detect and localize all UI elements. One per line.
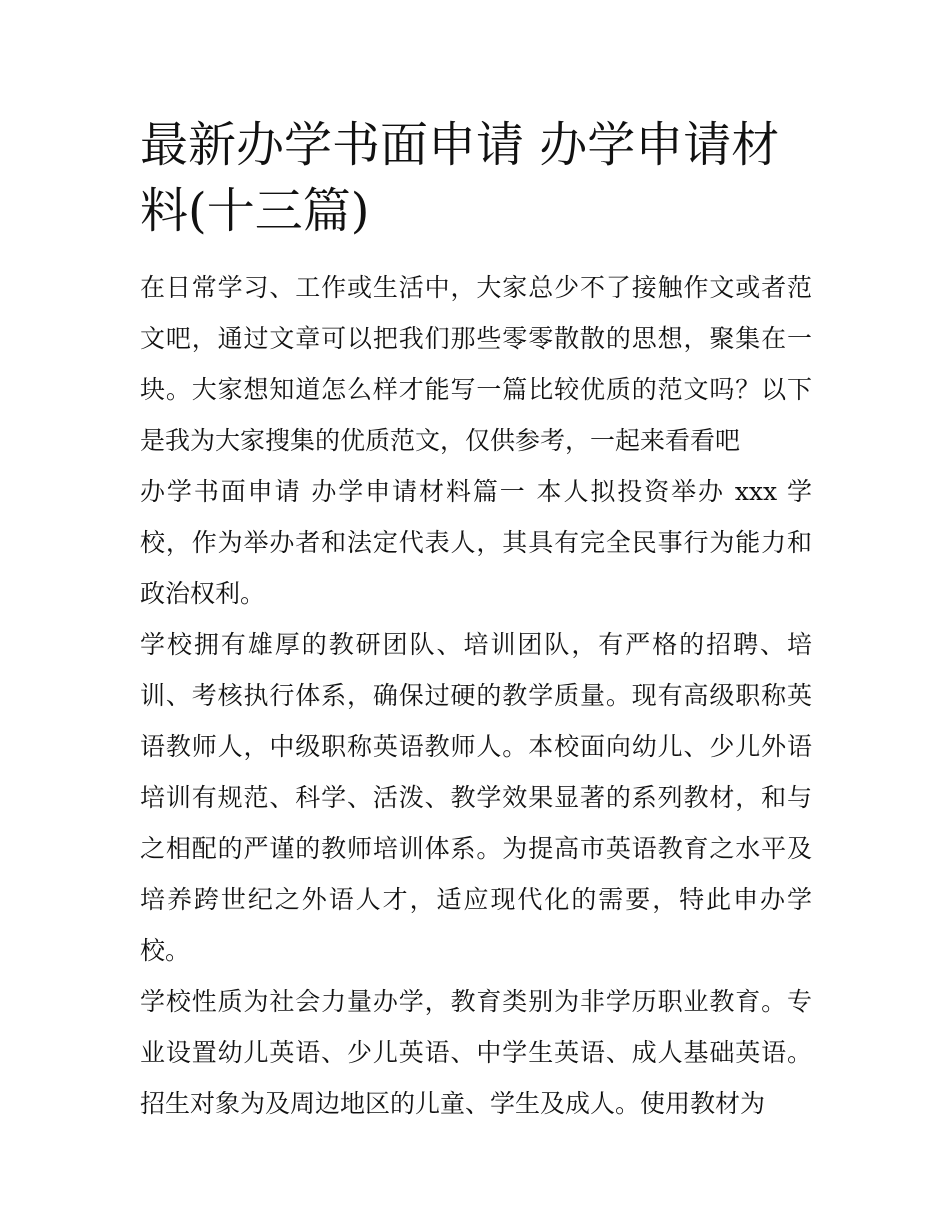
document-title: 最新办学书面申请 办学申请材料(十三篇) — [140, 117, 780, 239]
paragraph-intro: 在日常学习、工作或生活中，大家总少不了接触作文或者范文吧，通过文章可以把我们那些零零散散的思想，聚集在一块。大家想知道怎么样才能写一篇比较优质的范文吗？以下是我为大家搜集的优质范文，仅供参考，一起来看看吧 — [140, 273, 812, 455]
paragraph-school-resources: 学校拥有雄厚的教研团队、培训团队，有严格的招聘、培训、考核执行体系，确保过硬的教学质量。现有高级职称英语教师人，中级职称英语教师人。本校面向幼儿、少儿外语培训有规范、科学、活泼、教学效果显著的系列教材，和与之相配的严谨的教师培训体系。为提高市英语教育之水平及培养跨世纪之外语人才，适应现代化的需要，特此申办学校。 — [140, 630, 812, 965]
paragraph-application-1: 办学书面申请 办学申请材料篇一 本人拟投资举办 xxx 学校，作为举办者和法定代表人，其具有完全民事行为能力和政治权利。 — [140, 477, 812, 608]
paragraph-school-nature: 学校性质为社会力量办学，教育类别为非学历职业教育。专业设置幼儿英语、少儿英语、中学生英语、成人基础英语。招生对象为及周边地区的儿童、学生及成人。使用教材为 — [140, 987, 812, 1118]
